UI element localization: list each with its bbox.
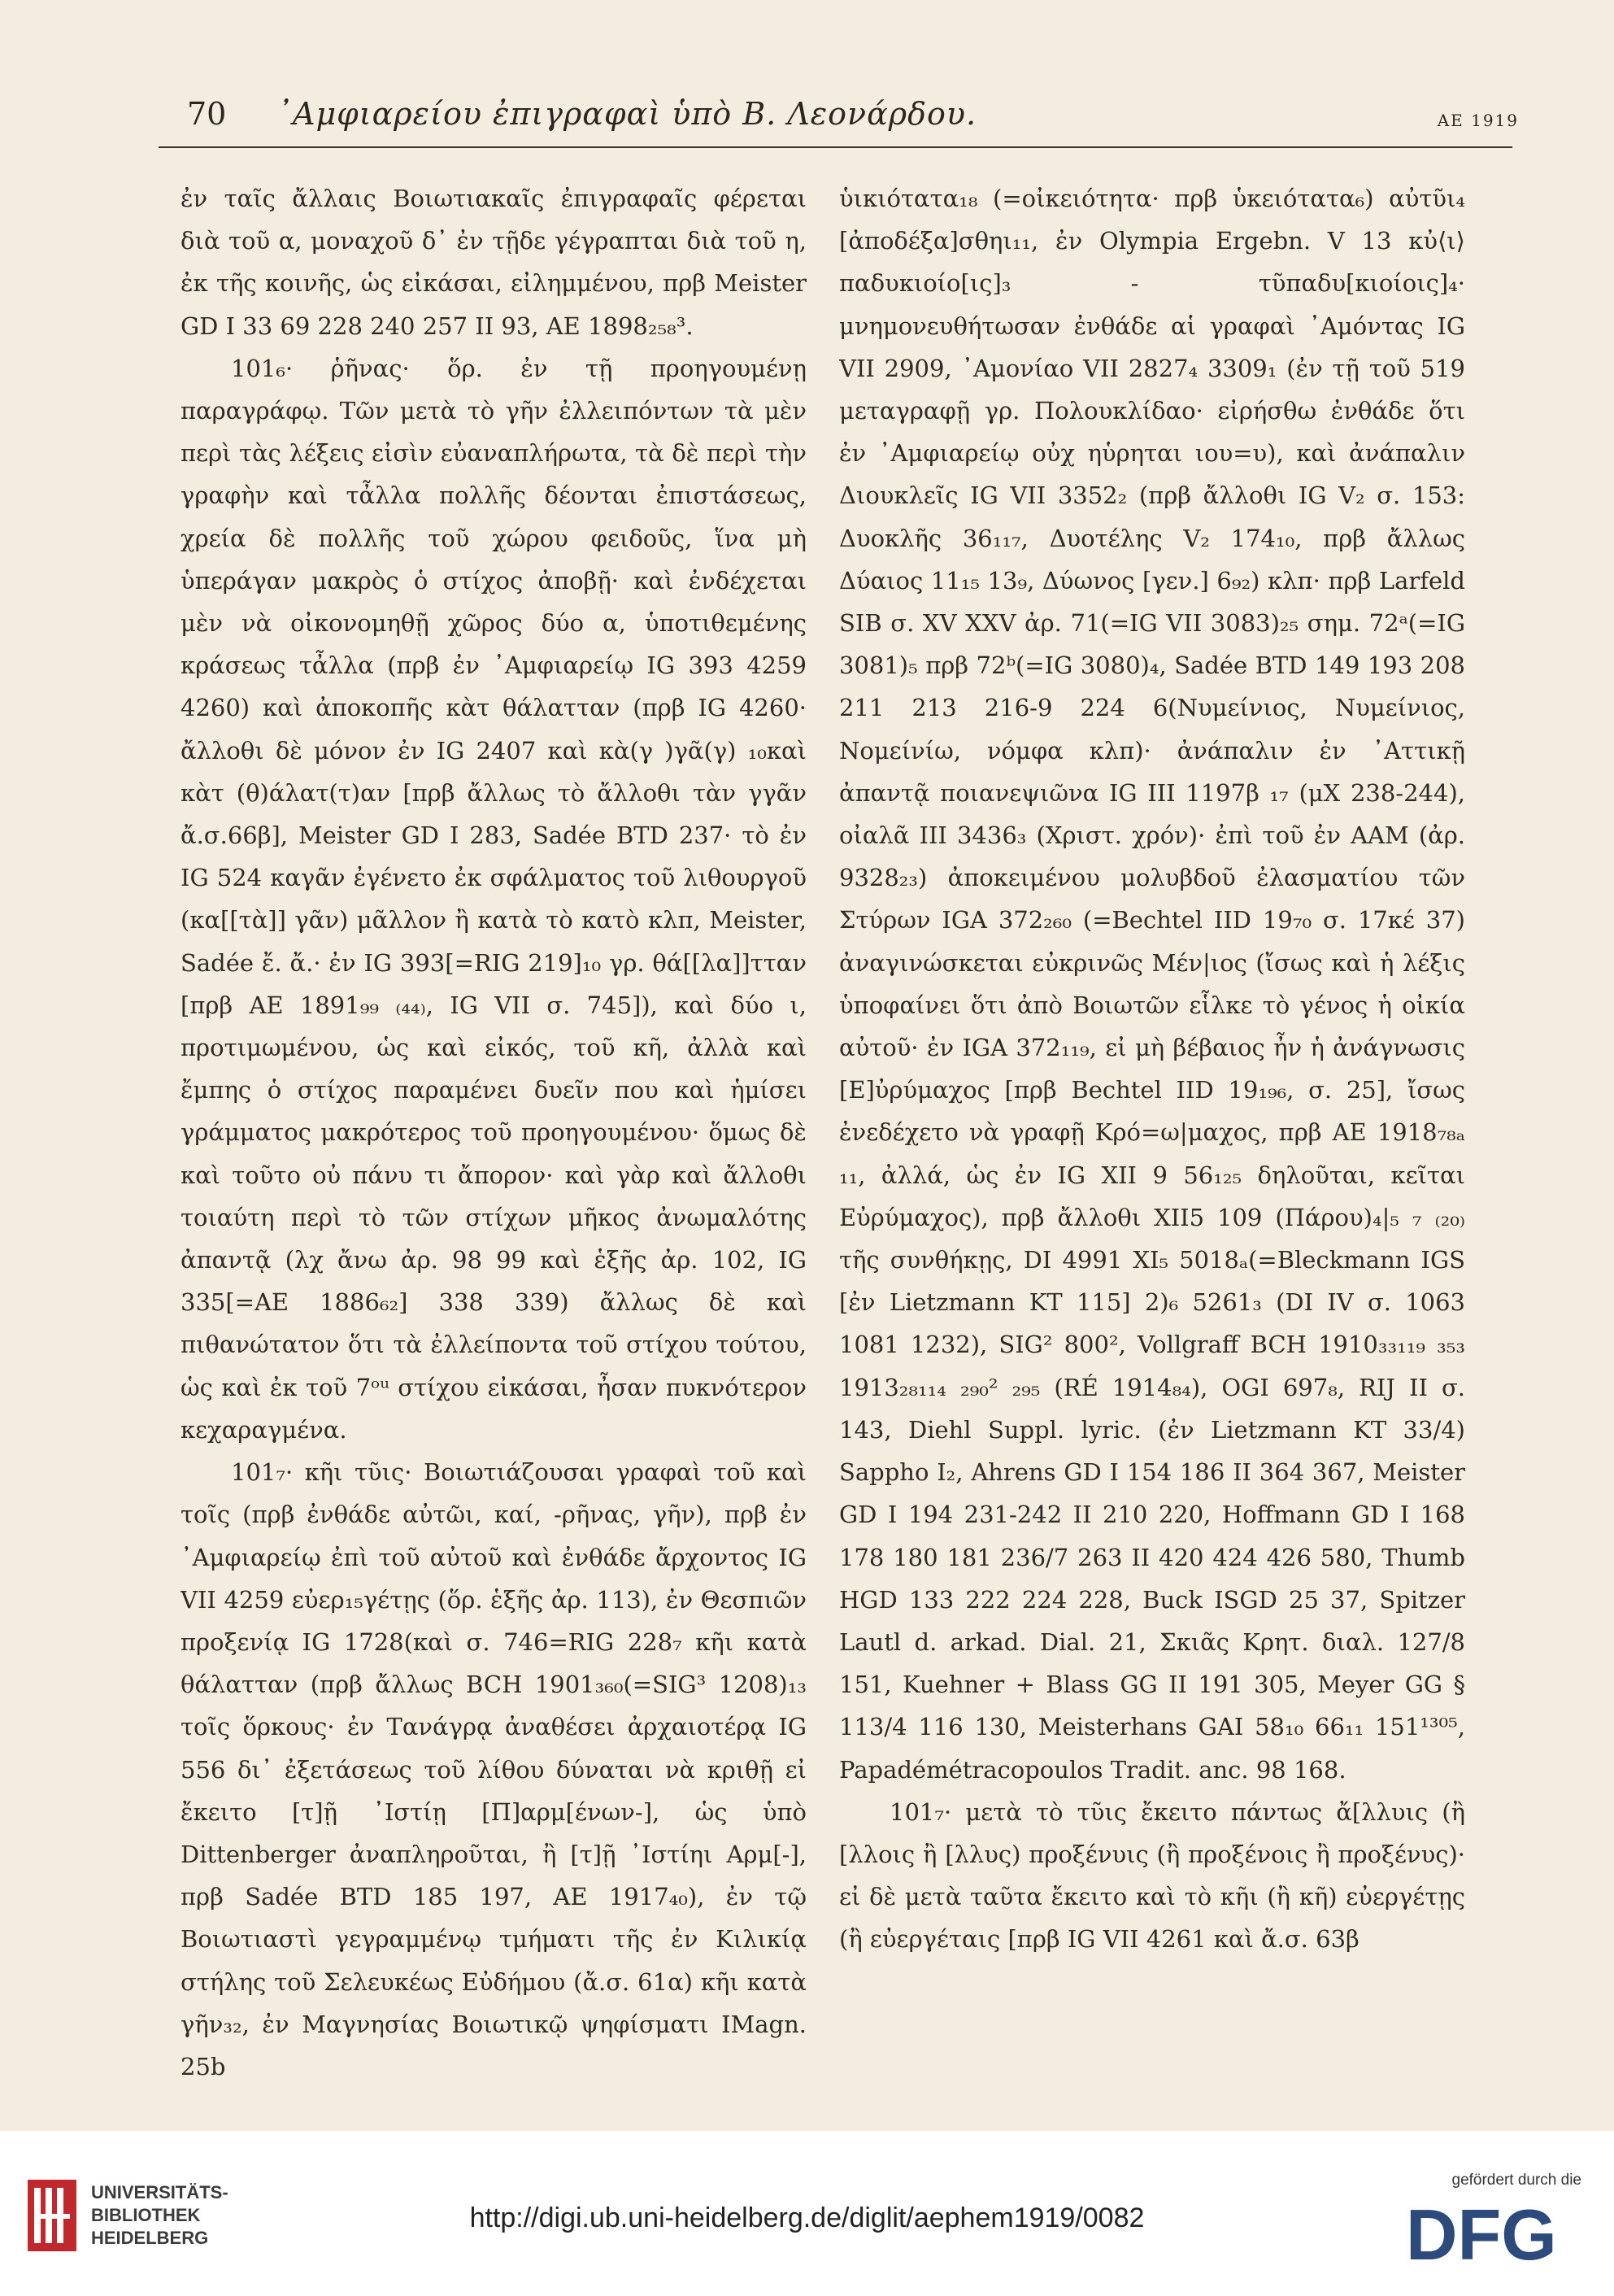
viewer-footer (0, 2131, 1614, 2296)
right-column (839, 177, 1465, 2105)
library-name-line: HEIDELBERG (91, 2228, 209, 2248)
dfg-logo-icon (1403, 2196, 1581, 2269)
paragraph: ἐν ταῖς ἄλλαις Βοιωτιακαῖς ἐπιγραφαῖς φέρεται διὰ τοῦ α, μοναχοῦ δ᾿ ἐν τῇδε γέγραπται διὰ τοῦ η, ἐκ τῆς κοινῆς, ὡς εἰκάσαι, εἰλημμένου, πρβ Meister GD I 33 69 228 240 257 II 93, AE 1898₂₅₈³. (181, 185, 807, 340)
paragraph: 101₆· ῥῆνας· ὅρ. ἐν τῇ προηγουμένῃ παραγράφῳ. Τῶν μετὰ τὸ γῆν ἐλλειπόντων τὰ μὲν περὶ τὰς λέξεις εἰσὶν εὐαναπλήρωτα, τὰ δὲ περὶ τὴν γραφὴν καὶ τἆλλα πολλῆς δέονται ἐπιστάσεως, χρεία δὲ πολλῆς τοῦ χώρου φειδοῦς, ἵνα μὴ ὑπεράγαν μακρὸς ὁ στίχος ἀποβῇ· καὶ ἐνδέχεται μὲν νὰ οἰκονομηθῇ χῶρος δύο α, ὑποτιθεμένης κράσεως τἆλλα (πρβ ἐν ᾿Αμφιαρείῳ IG 393 4259 4260) καὶ ἀποκοπῆς κὰτ θάλατταν (πρβ IG 4260· ἄλλοθι δὲ μόνον ἐν IG 2407 καὶ κὰ(γ )γᾶ(γ) ₁₀καὶ κὰτ (θ)άλατ(τ)αν [πρβ ἄλλως τὸ ἄλλοθι τὰν γγᾶν ἄ.σ.66β], Meister GD I 283, Sadée BTD 237· τὸ ἐν IG 524 καγᾶν ἐγένετο ἐκ σφάλματος τοῦ λιθουργοῦ (κα[[τὰ]] γᾶν) μᾶλλον ἢ κατὰ τὸ κατὸ κλπ, Meister, Sadée ἔ. ἄ.· ἐν IG 393[=RIG 219]₁₀ γρ. θά[[λα]]τταν [πρβ AE 1891₉₉ ₍₄₄₎, IG VII σ. 745]), καὶ δύο ι, προτιμωμένου, ὡς καὶ εἰκός, τοῦ κῆ, ἀλλὰ καὶ ἔμπης ὁ στίχος παραμένει δυεῖν που καὶ ἡμίσει γράμματος μακρότερος τοῦ προηγουμένου· ὅμως δὲ καὶ τοῦτο οὐ πάνυ τι ἄπορον· καὶ γὰρ καὶ ἄλλοθι τοιαύτη περὶ τὸ τῶν στίχων μῆκος ἀνωμαλότης ἀπαντᾷ (λχ ἄνω ἀρ. 98 99 καὶ ἑξῆς ἀρ. 102, IG 335[=AE 1886₆₂] 338 339) ἄλλως δὲ καὶ πιθανώτατον ὅτι τὰ ἐλλείποντα τοῦ στίχου τούτου, ὡς καὶ ἐκ τοῦ 7ᵒᵘ στίχου εἰκάσαι, ἦσαν πυκνότερον κεχαραγμένα. (181, 354, 807, 1444)
paragraph: ὑικιότατα₁₈ (=οἰκειότητα· πρβ ὑκειότατα₆) αὐτῦι₄ [ἀποδέξα]σθηι₁₁, ἐν Olympia Ergebn. V 13 κὐ⟨ι⟩παδυκιοίο[ις]₃ - τῦπαδυ[κιοίοις]₄· μνημονευθήτωσαν ἐνθάδε αἱ γραφαὶ ᾿Αμόντας IG VII 2909, ᾿Αμονίαο VII 2827₄ 3309₁ (ἐν τῇ τοῦ 519 μεταγραφῇ γρ. Πολουκλίδαο· εἰρήσθω ἐνθάδε ὅτι ἐν ᾿Αμφιαρείῳ οὐχ ηὑρηται ιου=υ), καὶ ἀνάπαλιν Διουκλεῖς IG VII 3352₂ (πρβ ἄλλοθι IG V₂ σ. 153: Δυοκλῆς 36₁₁₇, Δυοτέλης V₂ 174₁₀, πρβ ἄλλως Δύαιος 11₁₅ 13₉, Δύωνος [γεν.] 6₉₂) κλπ· πρβ Larfeld SIB σ. XV XXV ἀρ. 71(=IG VII 3083)₂₅ σημ. 72ᵃ(=IG 3081)₅ πρβ 72ᵇ(=IG 3080)₄, Sadée BTD 149 193 208 211 213 216-9 224 6(Νυμείνιος, Νυμείνιος, Νομείνίω, νόμφα κλπ)· ἀνάπαλιν ἐν ᾿Αττικῇ ἀπαντᾷ ποιανεψιῶνα IG III 1197β ₁₇ (μΧ 238-244), οἰαλᾶ III 3436₃ (Χριστ. χρόν)· ἐπὶ τοῦ ἐν ΑΑΜ (ἀρ. 9328₂₃) ἀποκειμένου μολυβδοῦ ἐλασματίου τῶν Στύρων IGA 372₂₆₀ (=Bechtel IID 19₇₀ σ. 17κέ 37) ἀναγινώσκεται εὐκρινῶς Μέν|ιος (ἴσως καὶ ἡ λέξις ὑποφαίνει ὅτι ἀπὸ Βοιωτῶν εἷλκε τὸ γένος ἡ οἰκία αὐτοῦ· ἐν IGA 372₁₁₉, εἰ μὴ βέβαιος ἦν ἡ ἀνάγνωσις [Ε]ὐρύμαχος [πρβ Bechtel IID 19₁₉₆, σ. 25], ἴσως ἐνεδέχετο νὰ γραφῇ Κρό=ω|μαχος, πρβ AE 1918₇₈ₐ ₁₁, ἀλλά, ὡς ἐν IG XII 9 56₁₂₅ δηλοῦται, κεῖται Εὐρύμαχος), πρβ ἄλλοθι XII5 109 (Πάρου)₄|₅ ₇ ₍₂₀₎ τῆς συνθήκῃς, DI 4991 XI₅ 5018ₐ(=Bleckmann IGS [ἐν Lietzmann KT 115] 2)₆ 5261₃ (DI IV σ. 1063 1081 1232), SIG² 800², Vollgraff BCH 1910₃₃₁₁₉ ₃₅₃ 1913₂₈₁₁₄ ₂₉₀² ₂₉₅ (RÉ 1914₈₄), OGI 697₈, RIJ II σ. 143, Diehl Suppl. lyric. (ἐν Lietzmann KT 33/4) Sappho I₂, Ahrens GD I 154 186 II 364 367, Meister GD I 194 231-242 II 210 220, Hoffmann GD I 168 178 180 181 236/7 263 II 420 424 426 580, Thumb HGD 133 222 224 228, Buck ISGD 25 37, Spitzer Lautl d. arkad. Dial. 21, Σκιᾶς Κρητ. διαλ. 127/8 151, Kuehner + Blass GG II 191 305, Meyer GG § 113/4 116 130, Meisterhans GAI 58₁₀ 66₁₁ 151¹³⁰⁵, Papadémétracopoulos Tradit. anc. 98 168. (839, 185, 1465, 1784)
library-name-line: BIBLIOTHEK (91, 2205, 201, 2225)
running-title: ᾿Αμφιαρείου ἐπιγραφαὶ ὑπὸ Β. Λεονάρδου. (276, 96, 977, 132)
library-name-line: UNIVERSITÄTS- (91, 2182, 228, 2202)
page-number: 70 (187, 96, 227, 132)
dfg-logo-text: DFG (1406, 2196, 1557, 2269)
funded-by-label: gefördert durch die (1451, 2172, 1581, 2189)
header-rule (159, 146, 1512, 148)
volume-label: ΑΕ 1919 (1437, 111, 1519, 130)
permalink-url[interactable]: http://digi.ub.uni-heidelberg.de/diglit/aephem1919/0082 (469, 2202, 1145, 2233)
paragraph: 101₇· κῆι τῦις· Βοιωτιάζουσαι γραφαὶ τοῦ καὶ τοῖς (πρβ ἐνθάδε αὐτῶι, καί, -ρῆνας, γῆν), πρβ ἐν ᾿Αμφιαρείῳ ἐπὶ τοῦ αὐτοῦ καὶ ἐνθάδε ἄρχοντος IG VII 4259 εὐερ₁₅γέτῃς (ὅρ. ἑξῆς ἀρ. 113), ἐν Θεσπιῶν προξενίᾳ IG 1728(καὶ σ. 746=RIG 228₇ κῆι κατὰ θάλατταν (πρβ ἄλλως BCH 1901₃₆₀(=SIG³ 1208)₁₃ τοῖς ὅρκους· ἐν Τανάγρᾳ ἀναθέσει ἀρχαιοτέρᾳ IG 556 δι᾿ ἐξετάσεως τοῦ λίθου δύναται νὰ κριθῇ εἰ ἔκειτο [τ]ῇ ᾿Ιστίῃ [Π]αρμ[ένων-], ὡς ὑπὸ Dittenberger ἀναπληροῦται, ἢ [τ]ῇ ᾿Ιστίηι Αρμ[-], πρβ Sadée BTD 185 197, AE 1917₄₀), ἐν τῷ Βοιωτιαστὶ γεγραμμένῳ τμήματι τῆς ἐν Κιλικίᾳ στήλης τοῦ Σελευκέως Εὐδήμου (ἄ.σ. 61α) κῆι κατὰ γῆν₃₂, ἐν Μαγνησίας Βοιωτικῷ ψηφίσματι IMagn. 25b (181, 1458, 807, 2080)
page-header (154, 96, 1529, 145)
paragraph: 101₇· μετὰ τὸ τῦις ἔκειτο πάντως ἄ[λλυις (ἢ [λλοις ἢ [λλυς) προξένυις (ἢ προξένοις ἢ προξένυς)· εἰ δὲ μετὰ ταῦτα ἔκειτο καὶ τὸ κῆι (ἢ κῆ) εὐεργέτῃς (ἢ εὐεργέταις [πρβ IG VII 4261 καὶ ἄ.σ. 63β (839, 1797, 1465, 1954)
left-column (181, 177, 807, 2105)
